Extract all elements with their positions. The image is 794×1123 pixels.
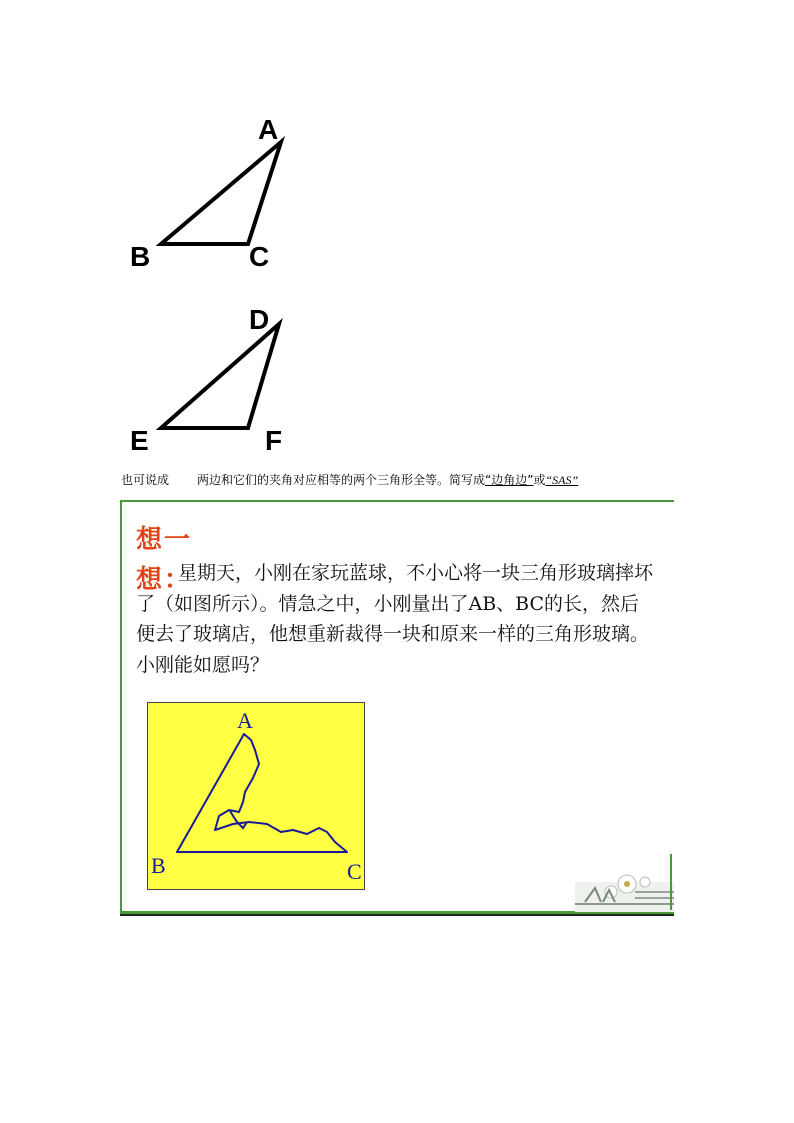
- problem-text: 星期天，小刚在家玩蓝球，不小心将一块三角形玻璃摔坏了（如图所示）。情急之中，小刚量出了AB、BC的长，然后便去了玻璃店，他想重新裁得一块和原来一样的三角形玻璃。小刚能如愿吗？: [136, 562, 654, 676]
- problem-paragraph: [136, 558, 656, 680]
- decorative-corner-image: [575, 852, 674, 912]
- sas-statement: [121, 472, 578, 488]
- statement-term-1: “边角边”: [485, 473, 534, 487]
- statement-lead: 也可说成: [121, 473, 170, 487]
- vertex-label-c: C: [249, 241, 270, 272]
- vertex-label-e: E: [130, 425, 149, 456]
- broken-glass-figure: [147, 702, 365, 890]
- triangle-def: [161, 324, 279, 428]
- glass-crack: [230, 811, 247, 828]
- statement-or: 或: [533, 473, 546, 487]
- vertex-label-b: B: [130, 241, 151, 272]
- glass-label-a: A: [237, 708, 253, 733]
- vertex-label-f: F: [265, 425, 283, 456]
- glass-label-b: B: [151, 853, 166, 878]
- statement-text: 两边和它们的夹角对应相等的两个三角形全等。简写成: [197, 473, 486, 487]
- glass-label-c: C: [347, 859, 362, 884]
- statement-term-2: “SAS”: [545, 473, 579, 487]
- triangle-abc: [161, 142, 281, 244]
- think-heading: 想一想：: [136, 525, 193, 595]
- vertex-label-a: A: [258, 114, 279, 145]
- glass-outline: [177, 734, 347, 852]
- panel-bottom-rule: [120, 914, 674, 916]
- congruent-triangles-figure: [0, 0, 794, 470]
- vertex-label-d: D: [249, 304, 270, 335]
